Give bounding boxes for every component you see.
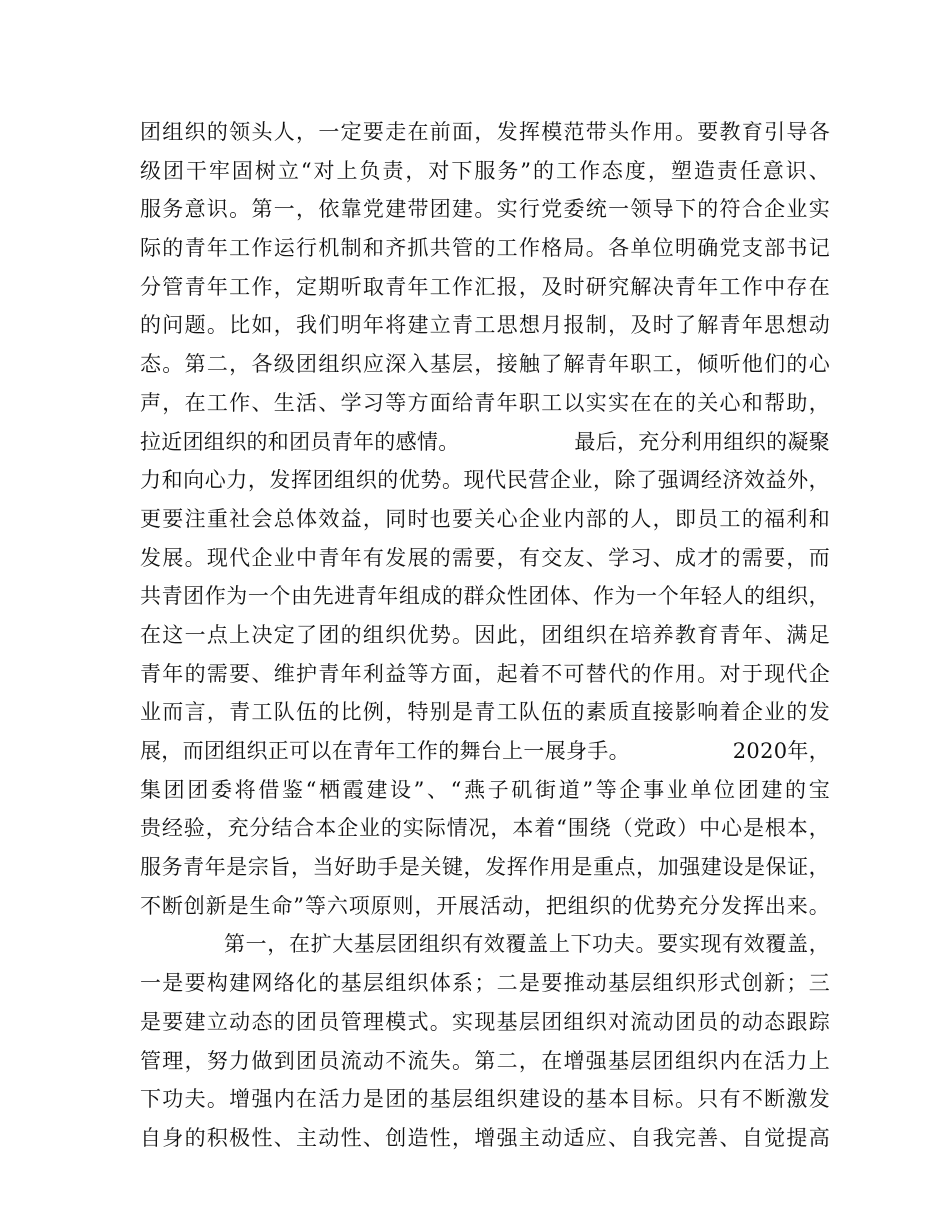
text-line: 发展。现代企业中青年有发展的需要，有交友、学习、成才的需要，而 bbox=[140, 545, 830, 570]
text-line: 下功夫。增强内在活力是团的基层组织建设的基本目标。只有不断激发 bbox=[140, 1087, 830, 1112]
text-line: 声，在工作、生活、学习等方面给青年职工以实实在在的关心和帮助， bbox=[140, 390, 830, 415]
text-line: 际的青年工作运行机制和齐抓共管的工作格局。各单位明确党支部书记 bbox=[140, 236, 830, 261]
text-line: 更要注重社会总体效益，同时也要关心企业内部的人，即员工的福利和 bbox=[140, 506, 830, 531]
text-line: 态。第二，各级团组织应深入基层，接触了解青年职工，倾听他们的心 bbox=[140, 352, 830, 377]
text-line-split bbox=[140, 423, 830, 462]
text-line-split bbox=[140, 732, 830, 771]
text-segment: 最后，充分利用组织的凝聚 bbox=[574, 429, 830, 454]
text-line: 业而言，青工队伍的比例，特别是青工队伍的素质直接影响着企业的发 bbox=[140, 700, 830, 725]
text-line: 第一，在扩大基层团组织有效覆盖上下功夫。要实现有效覆盖， bbox=[224, 932, 830, 957]
text-line: 级团干牢固树立“对上负责，对下服务”的工作态度，塑造责任意识、 bbox=[140, 158, 830, 183]
text-line: 集团团委将借鉴“栖霞建设”、“燕子矶街道”等企事业单位团建的宝 bbox=[140, 777, 830, 802]
text-line: 青年的需要、维护青年利益等方面，起着不可替代的作用。对于现代企 bbox=[140, 661, 830, 686]
text-line: 一是要构建网络化的基层组织体系；二是要推动基层组织形式创新；三 bbox=[140, 971, 830, 996]
text-line: 团组织的领头人，一定要走在前面，发挥模范带头作用。要教育引导各 bbox=[140, 120, 830, 144]
document-body bbox=[140, 113, 830, 1158]
text-line: 的问题。比如，我们明年将建立青工思想月报制，及时了解青年思想动 bbox=[140, 313, 830, 338]
text-segment: 2020年， bbox=[732, 739, 830, 763]
text-line: 力和向心力，发挥团组织的优势。现代民营企业，除了强调经济效益外， bbox=[140, 468, 830, 493]
text-line: 共青团作为一个由先进青年组成的群众性团体、作为一个年轻人的组织， bbox=[140, 584, 830, 609]
text-line: 服务青年是宗旨，当好助手是关键，发挥作用是重点，加强建设是保证， bbox=[140, 855, 830, 880]
text-line: 在这一点上决定了团的组织优势。因此，团组织在培养教育青年、满足 bbox=[140, 622, 830, 647]
text-segment: 展，而团组织正可以在青年工作的舞台上一展身手。 bbox=[140, 739, 630, 763]
text-line: 是要建立动态的团员管理模式。实现基层团组织对流动团员的动态跟踪 bbox=[140, 1009, 830, 1034]
text-line: 分管青年工作，定期听取青年工作汇报，及时研究解决青年工作中存在 bbox=[140, 274, 830, 299]
text-line: 不断创新是生命”等六项原则，开展活动，把组织的优势充分发挥出来。 bbox=[140, 893, 830, 918]
text-line: 贵经验，充分结合本企业的实际情况，本着“围绕（党政）中心是根本， bbox=[140, 816, 830, 841]
text-line: 管理，努力做到团员流动不流失。第二，在增强基层团组织内在活力上 bbox=[140, 1048, 830, 1073]
text-segment: 拉近团组织的和团员青年的感情。 bbox=[140, 429, 460, 454]
text-line: 自身的积极性、主动性、创造性，增强主动适应、自我完善、自觉提高 bbox=[140, 1125, 830, 1150]
text-line: 服务意识。第一，依靠党建带团建。实行党委统一领导下的符合企业实 bbox=[140, 197, 830, 222]
